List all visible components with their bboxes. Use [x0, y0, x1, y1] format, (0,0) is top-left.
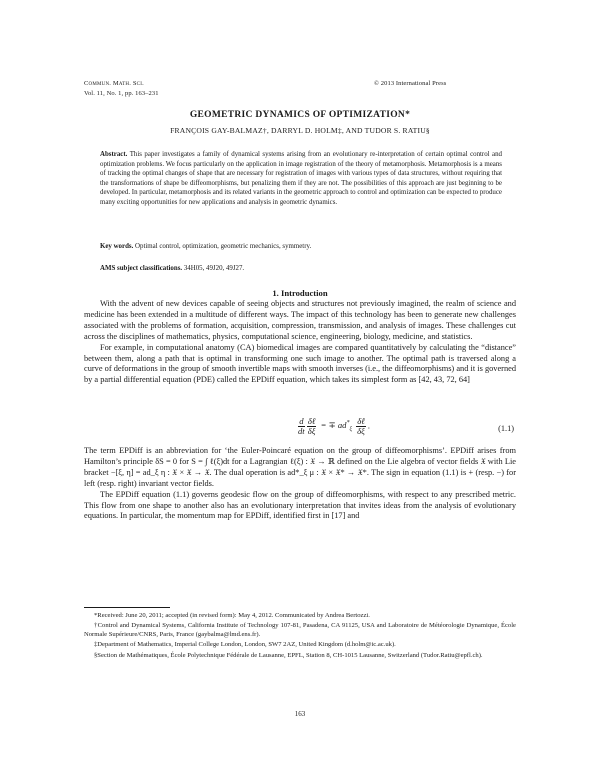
paragraph: The EPDiff equation (1.1) governs geodesic flow on the group of diffeomorphisms, with respect to any prescribed metric. This flow from one shape to another also has an evolutionary interpretation that invites ideas from the analysis of evolutionary equations. In particular, the momentum map for EPDiff, identified first in [17] and [84, 489, 516, 521]
paragraph: For example, in computational anatomy (CA) biomedical images are compared quantitatively by calculating the “distance” between them, along a path that is optimal in transforming one such image to another. The optimal path is traversed along a curve of deformations in the group of smooth invertible maps with smooth inverses (i.e., the diffeomorphisms) and it is governed by a partial differential equation (PDE) called the EPDiff equation, which takes its simplest form as [42, 43, 72, 64] [84, 342, 516, 385]
journal-volume: Vol. 11, No. 1, pp. 163–231 [84, 90, 159, 97]
equation-1-1 [84, 415, 516, 441]
footnote: *Received: June 20, 2011; accepted (in revised form): May 4, 2012. Communicated by Andrea Bertozzi. [94, 612, 370, 619]
ams-text: 34H05, 49J20, 49J27. [183, 265, 245, 272]
fraction-denominator: δξ [307, 426, 316, 436]
abstract [100, 150, 502, 208]
fraction-denominator: δξ [357, 426, 365, 436]
paragraph: With the advent of new devices capable of seeing objects and structures not previously imagined, the realm of science and medicine has been extended in a multitude of different ways. The impact of this technology has been to generate new challenges associated with the problems of formation, acquisition, compression, transmission, and analysis of images. These challenges cut across the disciplines of mathematics, physics, computational science, engineering, biology, medicine, and statistics. [84, 299, 516, 341]
page-number: 163 [294, 710, 306, 718]
fraction-denominator: dt [298, 426, 305, 436]
equation-body: $\frac{d}{dt}$ $\frac{\text{δℓ}}{\delta\xi}$ = ∓ $ad^*_\xi$ $\frac{\text{δℓ}}{\delta\xi}$ . [298, 416, 371, 436]
ams-classification [100, 265, 502, 272]
footnote: †Control and Dynamical Systems, California Institute of Technology 107-81, Pasadena, CA 91125, USA and Laboratoire de Météorologie Dynamique, École Normale Supérieure/CNRS, Paris, France (gaybalma@lmd.ens.fr). [84, 622, 516, 638]
section-heading: 1. Introduction [272, 288, 328, 298]
keywords-label: Key words. [100, 243, 134, 250]
dl-dxi-fraction [356, 417, 366, 436]
footnotes [84, 612, 516, 662]
abstract-label: Abstract. [100, 151, 128, 158]
fraction-numerator: δℓ [357, 416, 365, 426]
abstract-text: This paper investigates a family of dynamical systems arising from an evolutionary re-interpretation of certain optimal control and optimization problems. We focus particularly on the application in image registration of the theory of metamorphosis. Metamorphosis is a means of tracking the optimal changes of shape that are necessary for registration of images with various types of data structures, without requiring that the transformations of shape be diffeomorphisms, but penalizing them if they are not. The possibilities of this approach are just beginning to be developed. In particular, metamorphosis and its related variants in the geometric approach to control and optimization can be expected to produce many exciting opportunities for new applications and analysis in geometric dynamics. [100, 151, 502, 206]
keywords-text: Optimal control, optimization, geometric mechanics, symmetry. [135, 243, 312, 250]
d-dt-fraction [298, 417, 305, 436]
ams-label: AMS subject classifications. [100, 265, 183, 272]
fraction-numerator: d [299, 416, 304, 426]
fraction-numerator: δℓ [307, 416, 316, 426]
author-list: FRANÇOIS GAY-BALMAZ†, DARRYL D. HOLM‡, AND TUDOR S. RATIU§ [170, 126, 430, 135]
equation-number: (1.1) [498, 424, 514, 433]
keywords [100, 243, 502, 250]
intro-body [84, 299, 516, 386]
equation-operator: = ∓ $ad^*_\xi$ [320, 420, 353, 433]
dl-dxi-fraction [307, 417, 317, 436]
copyright-notice: © 2013 International Press [374, 80, 447, 87]
journal-name: Commun. Math. Sci. [84, 80, 144, 87]
paragraph: The term EPDiff is an abbreviation for ‘the Euler-Poincaré equation on the group of diffeomorphisms’. EPDiff arises from Hamilton’s principle δS = 0 for S = ∫ ℓ(ξ)dt for a Lagrangian ℓ(ξ) : 𝔛 → ℝ defined on the Lie algebra of vector fields 𝔛 with Lie bracket −[ξ, η] = ad_ξ η : 𝔛 × 𝔛 → 𝔛. The dual operation is ad*_ξ μ : 𝔛 × 𝔛* → 𝔛*. The sign in equation (1.1) is + (resp. −) for left (resp. right) invariant vector fields. [84, 446, 516, 488]
footnote: §Section de Mathématiques, École Polytechnique Fédérale de Lausanne, EPFL, Station 8, CH-1015 Lausanne, Switzerland (Tudor.Ratiu@epfl.ch). [94, 651, 483, 659]
intro-body-continued [84, 446, 516, 522]
paper-title: GEOMETRIC DYNAMICS OF OPTIMIZATION* [189, 110, 411, 120]
footnote-rule [84, 607, 170, 608]
footnote: ‡Department of Mathematics, Imperial College London, London, SW7 2AZ, United Kingdom (d.holm@ic.ac.uk). [94, 641, 396, 649]
